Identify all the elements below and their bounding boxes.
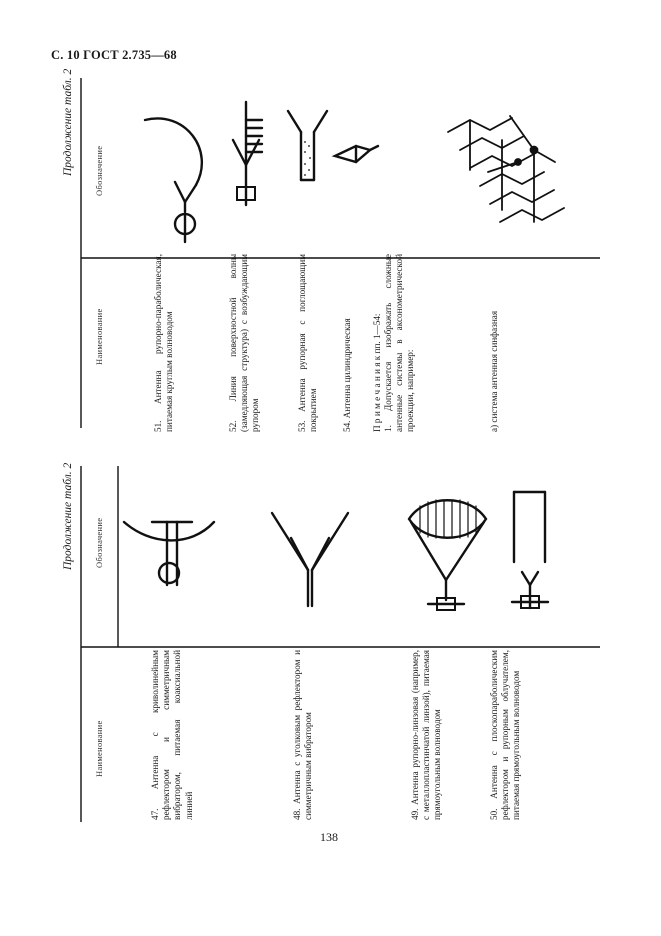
horn-parabolic-round-waveguide-icon (145, 118, 202, 242)
list-item-49: 49. Антенна рупорно-линзовая (например, с металлопластинчатой линзой), питаемая прямоугольным волноводом (410, 650, 443, 820)
cylindrical-antenna-icon (335, 146, 378, 162)
list-item-50: 50. Антенна с плоскопараболическим рефлектором и рупорным облучателем, питаемая прямоугольным волноводом (489, 650, 522, 820)
list-item-51: 51. Антенна рупорно-параболическая, питаемая круглым волноводом (153, 254, 175, 432)
page-header: С. 10 ГОСТ 2.735—68 (51, 48, 177, 62)
note-text: 1. Допускается изображать сложные антенные системы в аксонометрической проекции, например: (383, 254, 416, 432)
list-item-52: 52. Линия поверхностной волны (замедляющая структура) с возбуждающим рупором (228, 254, 261, 432)
curved-reflector-dipole-icon (124, 522, 214, 585)
note-title: П р и м е ч а н и я к пп. 1—54: (372, 313, 382, 432)
col-name-bottom: Наименование (94, 720, 104, 777)
page-number: 138 (320, 830, 338, 844)
list-item-54: 54. Антенна цилиндрическая (342, 318, 352, 432)
col-name-top: Наименование (94, 308, 104, 365)
horn-absorbing-coating-icon (288, 111, 327, 180)
list-item-48: 48. Антенна с уголковым рефлектором и симметричным вибратором (292, 650, 314, 820)
table-caption-bottom: Продолжение табл. 2 (62, 462, 74, 570)
col-symbol-bottom: Обозначение (94, 517, 104, 568)
table-caption-top: Продолжение табл. 2 (62, 68, 74, 176)
col-symbol-top: Обозначение (94, 145, 104, 196)
list-item-a: а) система антенная синфазная (489, 310, 499, 432)
in-phase-antenna-system-icon (448, 116, 564, 222)
horn-lens-icon (409, 500, 486, 610)
list-item-47: 47. Антенна с криволинейным рефлектором и симметричным вибратором, питаемая коаксиальной линией (150, 650, 194, 820)
list-item-53: 53. Антенна рупорная с поглощающим покрытием (297, 254, 319, 432)
corner-reflector-dipole-icon (272, 513, 348, 606)
surface-wave-line-icon (233, 102, 262, 205)
flat-parabolic-reflector-icon (512, 492, 548, 608)
